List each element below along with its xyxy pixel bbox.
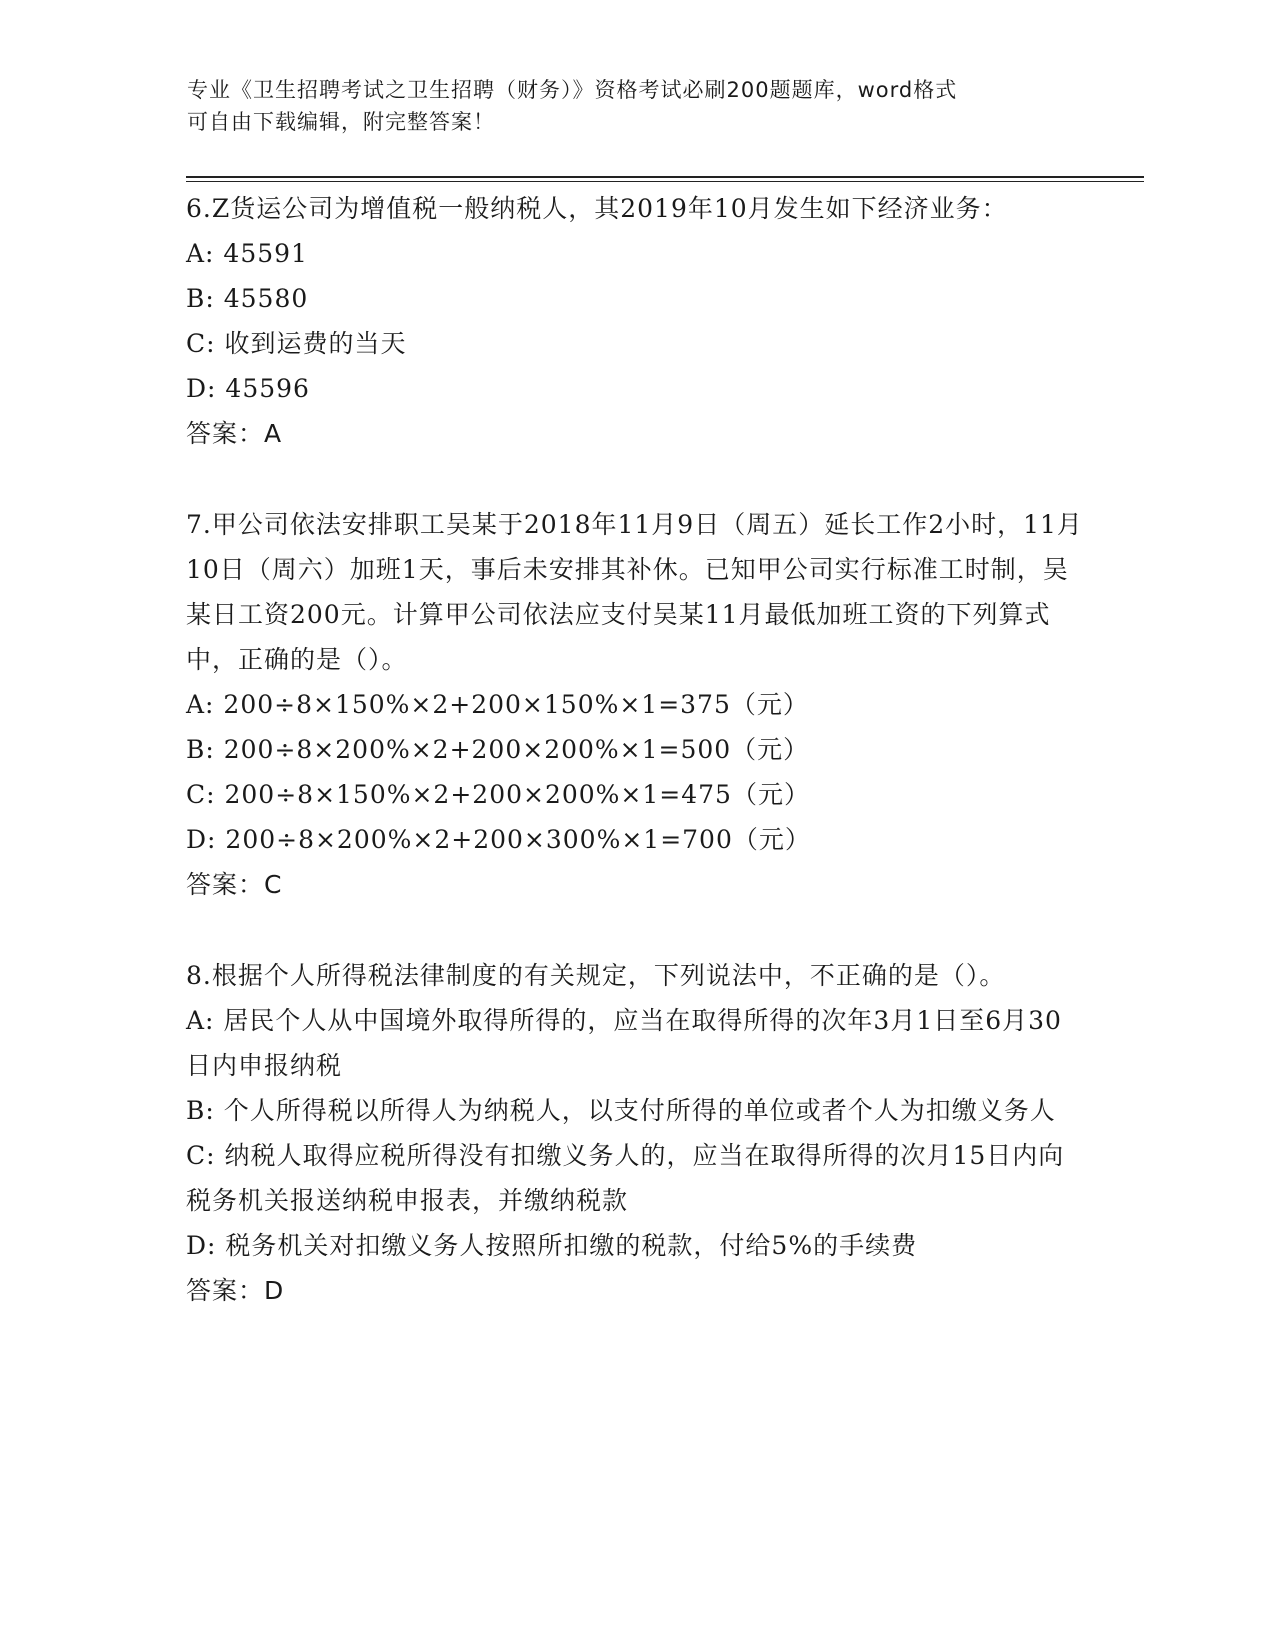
question-list: [186, 186, 1086, 1314]
question-spacer: [186, 908, 1086, 953]
option-c: C: 纳税人取得应税所得没有扣缴义务人的，应当在取得所得的次月15日内向税务机关报送纳税申报表，并缴纳税款: [186, 1141, 1065, 1215]
option-d: D: 200÷8×200%×2+200×300%×1=700（元）: [186, 825, 811, 854]
answer-label: 答案：D: [186, 1276, 285, 1305]
option-a: A: 居民个人从中国境外取得所得的，应当在取得所得的次年3月1日至6月30日内申报纳税: [186, 1006, 1062, 1080]
option-a: A: 45591: [186, 239, 308, 268]
header-line-1: 专业《卫生招聘考试之卫生招聘（财务）》资格考试必刷200题题库，word格式: [187, 78, 958, 102]
option-c: C: 200÷8×150%×2+200×200%×1=475（元）: [186, 780, 810, 809]
option-b: B: 个人所得税以所得人为纳税人，以支付所得的单位或者个人为扣缴义务人: [186, 1096, 1056, 1125]
header-divider-thin: [186, 181, 1144, 182]
header-divider-thick: [186, 176, 1144, 178]
option-b: B: 200÷8×200%×2+200×200%×1=500（元）: [186, 735, 810, 764]
option-a: A: 200÷8×150%×2+200×150%×1=375（元）: [186, 690, 809, 719]
option-d: D: 45596: [186, 374, 310, 403]
question-stem: 8.根据个人所得税法律制度的有关规定，下列说法中，不正确的是（）。: [186, 961, 1006, 990]
option-d: D: 税务机关对扣缴义务人按照所扣缴的税款，付给5%的手续费: [186, 1231, 918, 1260]
header-line-2: 可自由下载编辑，附完整答案！: [187, 110, 495, 134]
question-spacer: [186, 457, 1086, 502]
question-8: [186, 953, 1086, 1314]
question-stem: 6.Z货运公司为增值税一般纳税人，其2019年10月发生如下经济业务：: [186, 194, 1008, 223]
option-c: C: 收到运费的当天: [186, 329, 407, 358]
option-b: B: 45580: [186, 284, 309, 313]
question-stem: 7.甲公司依法安排职工吴某于2018年11月9日（周五）延长工作2小时，11月10日（周六）加班1天，事后未安排其补休。已知甲公司实行标准工时制，吴某日工资200元。计算甲公司依法应支付吴某11月最低加班工资的下列算式中，正确的是（）。: [186, 510, 1083, 674]
question-6: [186, 186, 1086, 457]
answer-label: 答案：C: [186, 870, 283, 899]
document-header: [187, 74, 1067, 138]
question-7: [186, 502, 1086, 908]
answer-label: 答案：A: [186, 419, 283, 448]
